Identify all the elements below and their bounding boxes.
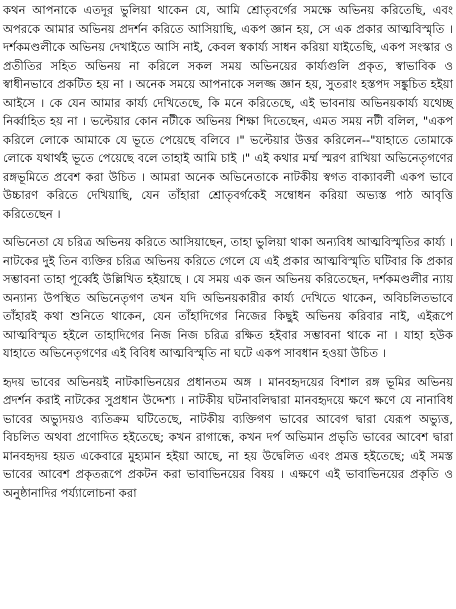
paragraph-3: হৃদয় ভাবের অভিনয়ই নাটকাভিনয়ের প্রধানতম অঙ্গ । মানবহৃদয়ের বিশাল রঙ্গ ভূমির অভিনয় প্রদর্শন করাই নাটকের সুপ্রধান উদ্দেশ্য । নাটকীয় ঘটনাবলিদ্বারা মানবহৃদয়ে ক্ষণে ক্ষণে যে নানাবিধ ভাবের অভ্যুদয়ও ব্যতিক্রম ঘটিতেছে, নাটকীয় ব্যক্তিগণ ভাবের আবেগ দ্বারা যেরূপ অভ্যুত্ত, বিচলিত অথবা প্রণোদিত হইতেছে; কখন রাগান্ধে, কখন দর্প অভিমান প্রভৃতি ভাবের আবেশ দ্বারা মানবহৃদয় হয়ত একেবারে মুহ্যমান হইয়া আছে, না হয় উদ্বেলিত এবং প্রমত্ত হইতেছে; এই সমস্ত ভাবের আবেশ প্রকৃতরূপে প্রকটন করা ভাবাভিনয়ের বিষয় । এক্ষণে এই ভাবাভিনয়ের প্রকৃতি ও অনুষ্ঠানাদির পর্য্যালোচনা করা	[3, 374, 453, 500]
paragraph-gap	[3, 363, 453, 373]
paragraph-2: অভিনেতা যে চরিত্র অভিনয় করিতে আসিয়াছেন, তাহা ভুলিয়া থাকা অন্যবিধ আত্মবিস্মৃতির কার্য্য । নাটকের দুই তিন ব্যক্তির চরিত্র অভিনয় করিতে গেলে যে এই প্রকার আত্মবিস্মৃতি ঘটিবার কি প্রকার সম্ভাবনা তাহা পূর্ব্বেই উল্লিখিত হইয়াছে । যে সময় এক জন অভিনয় করিতেছেন, দর্শকমণ্ডলীর ন্যায় অন্যান্য উপস্থিত অভিনেতৃগণ তখন যদি অভিনয়কারীর কার্য্য দেখিতে থাকেন, অবিচলিতভাবে তাঁহারই কথা শুনিতে থাকেন, যেন তাঁহাদিগের নিজের কিছুই অভিনয় করিবার নাই, এইরূপে আত্মবিস্মৃত হইলে তাহাদিগের নিজ নিজ চরিত্র রক্ষিত হইবার সম্ভাবনা থাকে না । যাহা হউক যাহাতে অভিনেতৃগণের এই বিবিধ আত্মবিস্মৃতি না ঘটে একপ সাবধান হওয়া উচিত ।	[3, 235, 453, 360]
paragraph-gap	[3, 223, 453, 233]
paragraph-1: কথন আপনাকে এতদূর ভুলিয়া থাকেন যে, আমি শ্রোতৃবর্গের সমক্ষে অভিনয় করিতেছি, এবং অপরকে আমার অভিনয় প্রদর্শন করিতে আসিয়াছি, একপ জ্ঞান হয়, সে এক প্রকার আত্মবিস্মৃতি । দর্শকমণ্ডলীকে অভিনয় দেখাইতে আসি নাই, কেবল স্বকার্য্য সাধন করিয়া যাইতেছি, একপ সংস্কার ও প্রতীতির সহিত অভিনয় না করিলে সকল সময় অভিনয়ের কার্য্যগুলি প্রকৃত, স্বাভাবিক ও স্বাধীনভাবে প্রকটিত হয় না । অনেক সময়ে আপনাকে সলজ্জ জ্ঞান হয়, সুতরাং হস্তপদ সঙ্কুচিত হইয়া আইসে । কে যেন আমার কার্য্য দেখিতেছে, কি মনে করিতেছে, এই ভাবনায় অভিনয়কার্য্য যথেচ্ছ নির্ব্বাহিত হয় না । ভল্টেয়ার কোন নটীকে অভিনয় শিক্ষা দিতেছেন, এমত সময় নটী বলিল, "একপ করিলে লোকে আমাকে যে ভূতে পেয়েছে বলিবে ।" ভল্টেয়ার উত্তর করিলেন--"যাহাতে তোমাকে লোকে যথার্থই ভূতে পেয়েছে বলে তাহাই আমি চাই ।" এই কথার মর্ম্ম স্মরণ রাখিয়া অভিনেতৃগণের রঙ্গভূমিতে প্রবেশ করা উচিত । আমরা অনেক অভিনেতাকে নাটকীয় স্বগত বাক্যাবলী একপ ভাবে উচ্চারণ করিতে দেখিয়াছি, যেন তাঁহারা শ্রোতৃবর্গকেই সম্বোধন করিয়া অভ্যস্ত পাঠ আবৃত্তি করিতেছেন ।	[3, 3, 453, 221]
